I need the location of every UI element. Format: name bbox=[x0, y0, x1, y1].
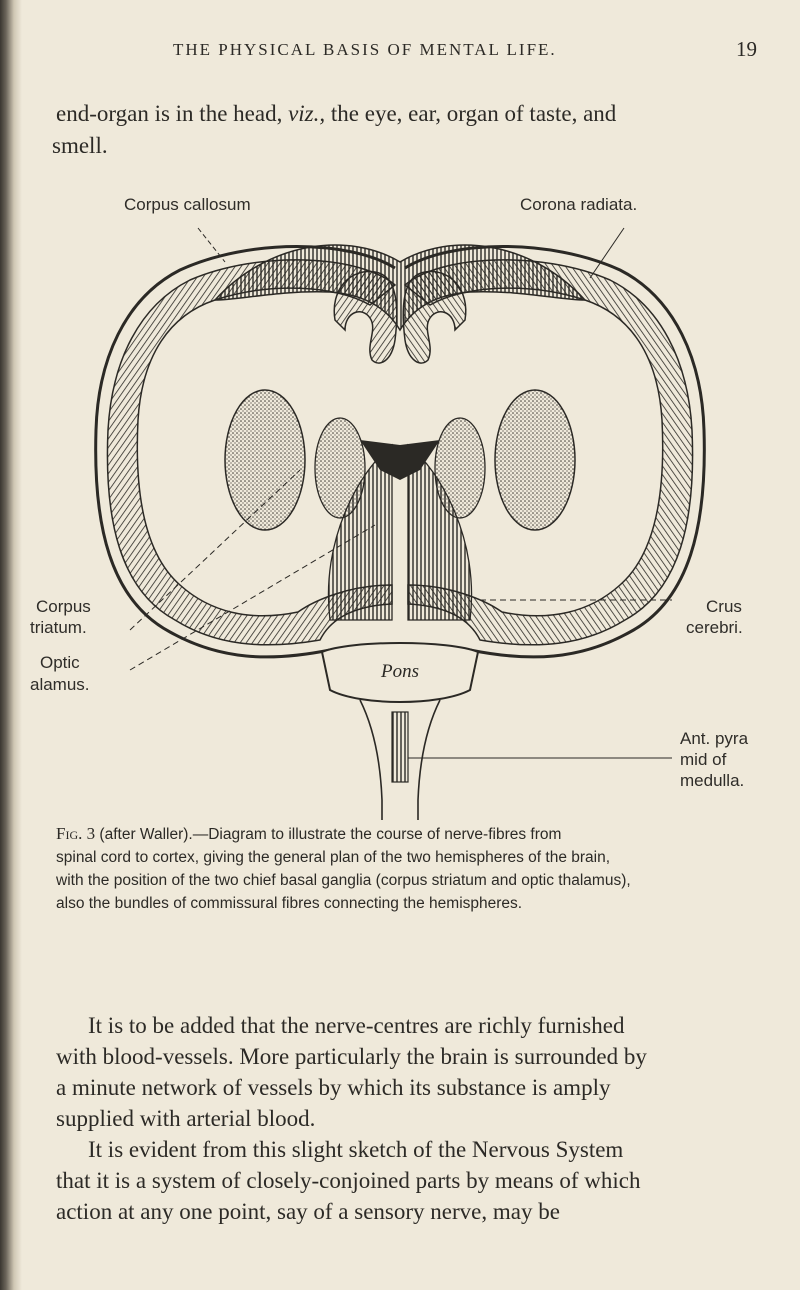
text-line: that it is a system of closely-conjoined parts by means of which bbox=[56, 1168, 641, 1193]
text-line: with blood-vessels. More particularly the brain is surrounded by bbox=[56, 1044, 647, 1069]
text-line: action at any one point, say of a sensory nerve, may be bbox=[56, 1199, 560, 1224]
label-corona-radiata: Corona radiata. bbox=[520, 195, 638, 214]
paragraph-blood-vessels bbox=[56, 1010, 770, 1134]
label-ant-pyramid-2: mid of bbox=[680, 750, 727, 769]
label-crus-cerebri-1: Crus bbox=[706, 597, 742, 616]
label-ant-pyramid-1: Ant. pyra bbox=[680, 729, 749, 748]
page-number: 19 bbox=[736, 37, 757, 61]
figure-number: Fig. 3 bbox=[56, 824, 96, 843]
text-line: It is to be added that the nerve-centres are richly furnished bbox=[88, 1013, 625, 1038]
intro-line-2: smell. bbox=[52, 133, 108, 158]
running-head-title: THE PHYSICAL BASIS OF MENTAL LIFE. bbox=[173, 40, 557, 59]
label-optic-thalamus-2: alamus. bbox=[30, 675, 90, 694]
medulla-spinal-cord bbox=[360, 700, 440, 820]
caption-line: also the bundles of commissural fibres connecting the hemispheres. bbox=[56, 895, 523, 912]
text-line: supplied with arterial blood. bbox=[56, 1106, 316, 1131]
label-corpus-striatum-1: Corpus bbox=[36, 597, 91, 616]
label-optic-thalamus-1: Optic bbox=[40, 653, 80, 672]
text-line: It is evident from this slight sketch of the Nervous System bbox=[88, 1137, 624, 1162]
caption-line: with the position of the two chief basal ganglia (corpus striatum and optic thalamus), bbox=[56, 872, 631, 889]
label-corpus-callosum: Corpus callosum bbox=[124, 195, 251, 214]
label-corpus-striatum-2: triatum. bbox=[30, 618, 87, 637]
label-crus-cerebri-2: cerebri. bbox=[686, 618, 743, 637]
text-line: a minute network of vessels by which its substance is amply bbox=[56, 1075, 611, 1100]
caption-line: spinal cord to cortex, giving the general plan of the two hemispheres of the brain, bbox=[56, 849, 611, 866]
label-ant-pyramid-3: medulla. bbox=[680, 771, 745, 790]
intro-line-1: end-organ is in the head, viz., the eye, ear, organ of taste, and bbox=[56, 101, 617, 126]
figure-caption bbox=[56, 822, 770, 915]
corpus-callosum-shape bbox=[215, 245, 585, 363]
pons-label: Pons bbox=[381, 661, 419, 682]
paragraph-nervous-system bbox=[56, 1134, 770, 1227]
caption-line: Fig. 3 (after Waller).—Diagram to illustrate the course of nerve-fibres from bbox=[56, 824, 562, 843]
pons-shape bbox=[322, 643, 478, 702]
